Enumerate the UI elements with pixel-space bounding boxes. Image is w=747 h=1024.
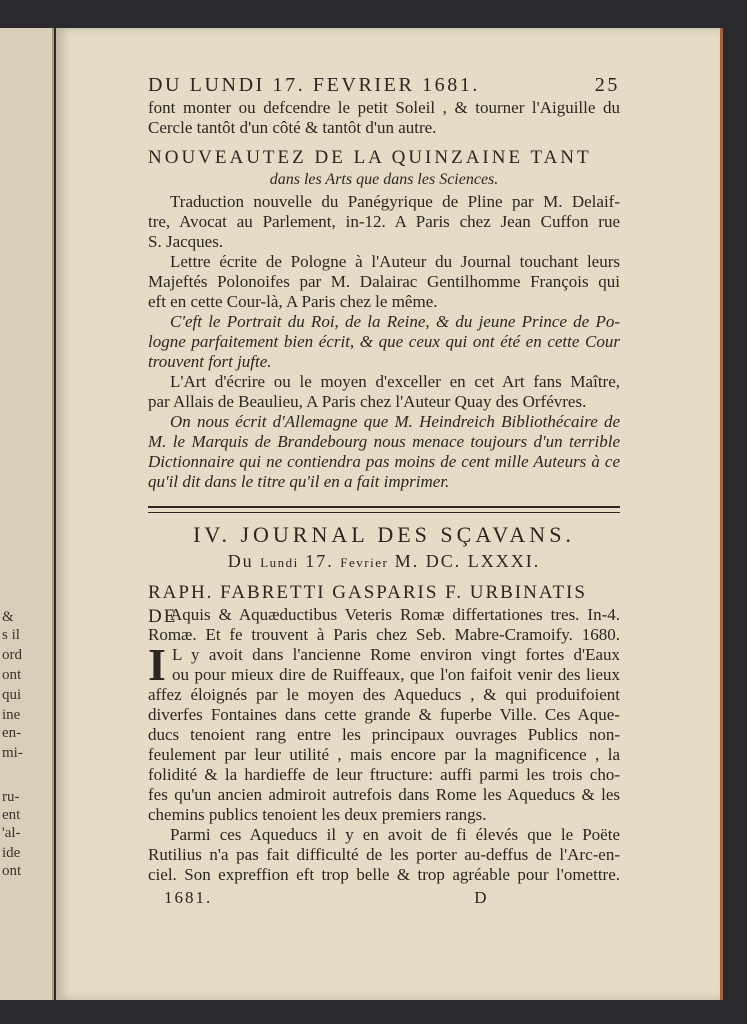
dropcap-lines: [148, 639, 620, 690]
left-margin-fragment: ont: [2, 863, 22, 879]
nouveaute-line: On nous écrit d'Allemagne que M. Heindreich Bibliothécaire de: [170, 412, 620, 431]
nouveaute-line: M. le Marquis de Brandebourg nous menace toujours d'un terrible: [148, 432, 620, 451]
nouveaute-line: logne parfaitement bien écrit, & que ceux qui ont été en cette Cour: [148, 332, 620, 351]
nouveaute-line: Traduction nouvelle du Panégyrique de Pline par M. Delaif-: [170, 192, 620, 211]
body-lines: [148, 685, 620, 825]
article-body: [148, 639, 620, 825]
left-margin-fragment: ine: [2, 707, 21, 723]
paragraph-two: [148, 825, 620, 885]
left-margin-fragment: 'al-: [2, 825, 21, 841]
left-margin-fragment: qui: [2, 687, 22, 703]
article-subtitle-line: Aquis & Aquæductibus Veteris Romæ differtationes tres. In-4.: [170, 605, 620, 624]
dropcap-line: L y avoit dans l'ancienne Rome environ vingt fortes d'Eaux: [172, 645, 620, 664]
left-margin-fragment: s il: [2, 627, 20, 643]
left-margin-fragment: ru-: [2, 789, 20, 805]
section-title-nouveautez: NOUVEAUTEZ DE LA QUINZAINE TANT: [148, 147, 592, 168]
date-day: 17.: [305, 551, 334, 571]
nouveaute-line: par Allais de Beaulieu, A Paris chez l'Auteur Quay des Orfévres.: [148, 392, 587, 411]
nouveaute-line: eft en cette Cour-là, A Paris chez le même.: [148, 292, 438, 311]
running-head: [148, 72, 620, 98]
article-subtitle: [148, 605, 620, 645]
body-line: ducs tenoient rang entre les principaux ouvrages Publics non-: [148, 725, 620, 744]
nouveaute-line: L'Art d'écrire ou le moyen d'exceller en cet Art fans Maître,: [170, 372, 620, 391]
body-line: affez éloignés par le moyen des Aqueducs , & qui produifoient: [148, 685, 620, 704]
nouveaute-line: S. Jacques.: [148, 232, 224, 251]
article-title: RAPH. FABRETTI GASPARIS F. URBINATIS DE: [148, 582, 587, 627]
right-page: [56, 28, 723, 1000]
journal-date: [148, 549, 620, 575]
paragraph-two-line: Rutilius n'a pas fait difficulté de les porter au-deffus de l'Arc-en-: [148, 845, 620, 864]
nouveaute-line: qu'il dit dans le titre qu'il en a fait imprimer.: [148, 472, 450, 491]
left-page-edge: [0, 28, 54, 1000]
footer-year: 1681.: [164, 888, 213, 907]
dropcap-line: ou pour mieux dire de Ruiffeaux, que l'on faifoit venir des lieux: [172, 665, 620, 684]
section-subtitle: dans les Arts que dans les Sciences.: [269, 171, 499, 188]
nouveaute-item: [148, 192, 620, 252]
section-divider: [148, 506, 620, 513]
body-line: chemins publics tenoient les deux premiers rangs.: [148, 805, 487, 824]
left-margin-fragment: ord: [2, 647, 22, 663]
nouveaute-line: C'eft le Portrait du Roi, de la Reine, & du jeune Prince de Po-: [170, 312, 620, 331]
nouveaute-line: Lettre écrite de Pologne à l'Auteur du Journal touchant leurs: [170, 252, 620, 271]
page-text: [148, 72, 620, 909]
opening-paragraph: [148, 98, 620, 138]
date-year: M. DC. LXXXI.: [394, 551, 541, 571]
paragraph-two-line: ciel. Son expreffion eft trop belle & trop agréable pour l'omettre.: [148, 865, 620, 884]
body-line: diverfes Fontaines dans cette grande & fuperbe Ville. Ces Aque-: [148, 705, 620, 724]
signature-mark: D: [474, 888, 487, 907]
nouveaute-item: [148, 372, 620, 412]
drop-cap: I: [148, 639, 166, 690]
nouveautez-list: [148, 192, 620, 492]
nouveaute-line: tre, Avocat au Parlement, in-12. A Paris chez Jean Cuffon rue: [148, 212, 620, 231]
opening-line: Cercle tantôt d'un côté & tantôt d'un autre.: [148, 118, 437, 137]
page-number: 25: [594, 74, 620, 96]
body-line: fes qu'un ancien admiroit autrefois dans Rome les Aqueducs & les: [148, 785, 620, 804]
opening-line: font monter ou defcendre le petit Soleil , & tourner l'Aiguille du: [148, 98, 620, 117]
left-margin-fragment: ent: [2, 807, 21, 823]
date-lundi: Lundi: [260, 555, 299, 570]
left-margin-fragment: en-: [2, 725, 22, 741]
date-fevrier: Fevrier: [340, 555, 389, 570]
left-margin-fragment: mi-: [2, 745, 23, 761]
article-subtitle-line: Romæ. Et fe trouvent à Paris chez Seb. Mabre-Cramoify. 1680.: [148, 625, 620, 644]
running-head-title: DU LUNDI 17. FEVRIER 1681.: [148, 74, 481, 96]
left-margin-fragment: &: [2, 609, 14, 625]
nouveaute-line: Majeftés Polonoifes par M. Dalairac Gentilhomme François qui: [148, 272, 620, 291]
page-footer: [148, 887, 620, 909]
nouveaute-line: Dictionnaire qui ne contiendra pas moins de cent mille Auteurs à ce: [148, 452, 620, 471]
paragraph-two-line: Parmi ces Aqueducs il y en avoit de fi élevés que le Poëte: [170, 825, 620, 844]
left-margin-fragment: ont: [2, 667, 22, 683]
body-line: folidité & la hardieffe de leur ftructure: auffi parmi les trois cho-: [148, 765, 620, 784]
nouveaute-item: [148, 312, 620, 372]
date-du: Du: [227, 551, 254, 571]
nouveaute-item: [148, 412, 620, 492]
nouveaute-item: [148, 252, 620, 312]
left-margin-fragment: ide: [2, 845, 21, 861]
journal-title: IV. JOURNAL DES SÇAVANS.: [193, 522, 575, 547]
body-line: feulement par leur utilité , mais encore par la magnificence , la: [148, 745, 620, 764]
nouveaute-line: trouvent fort jufte.: [148, 352, 272, 371]
